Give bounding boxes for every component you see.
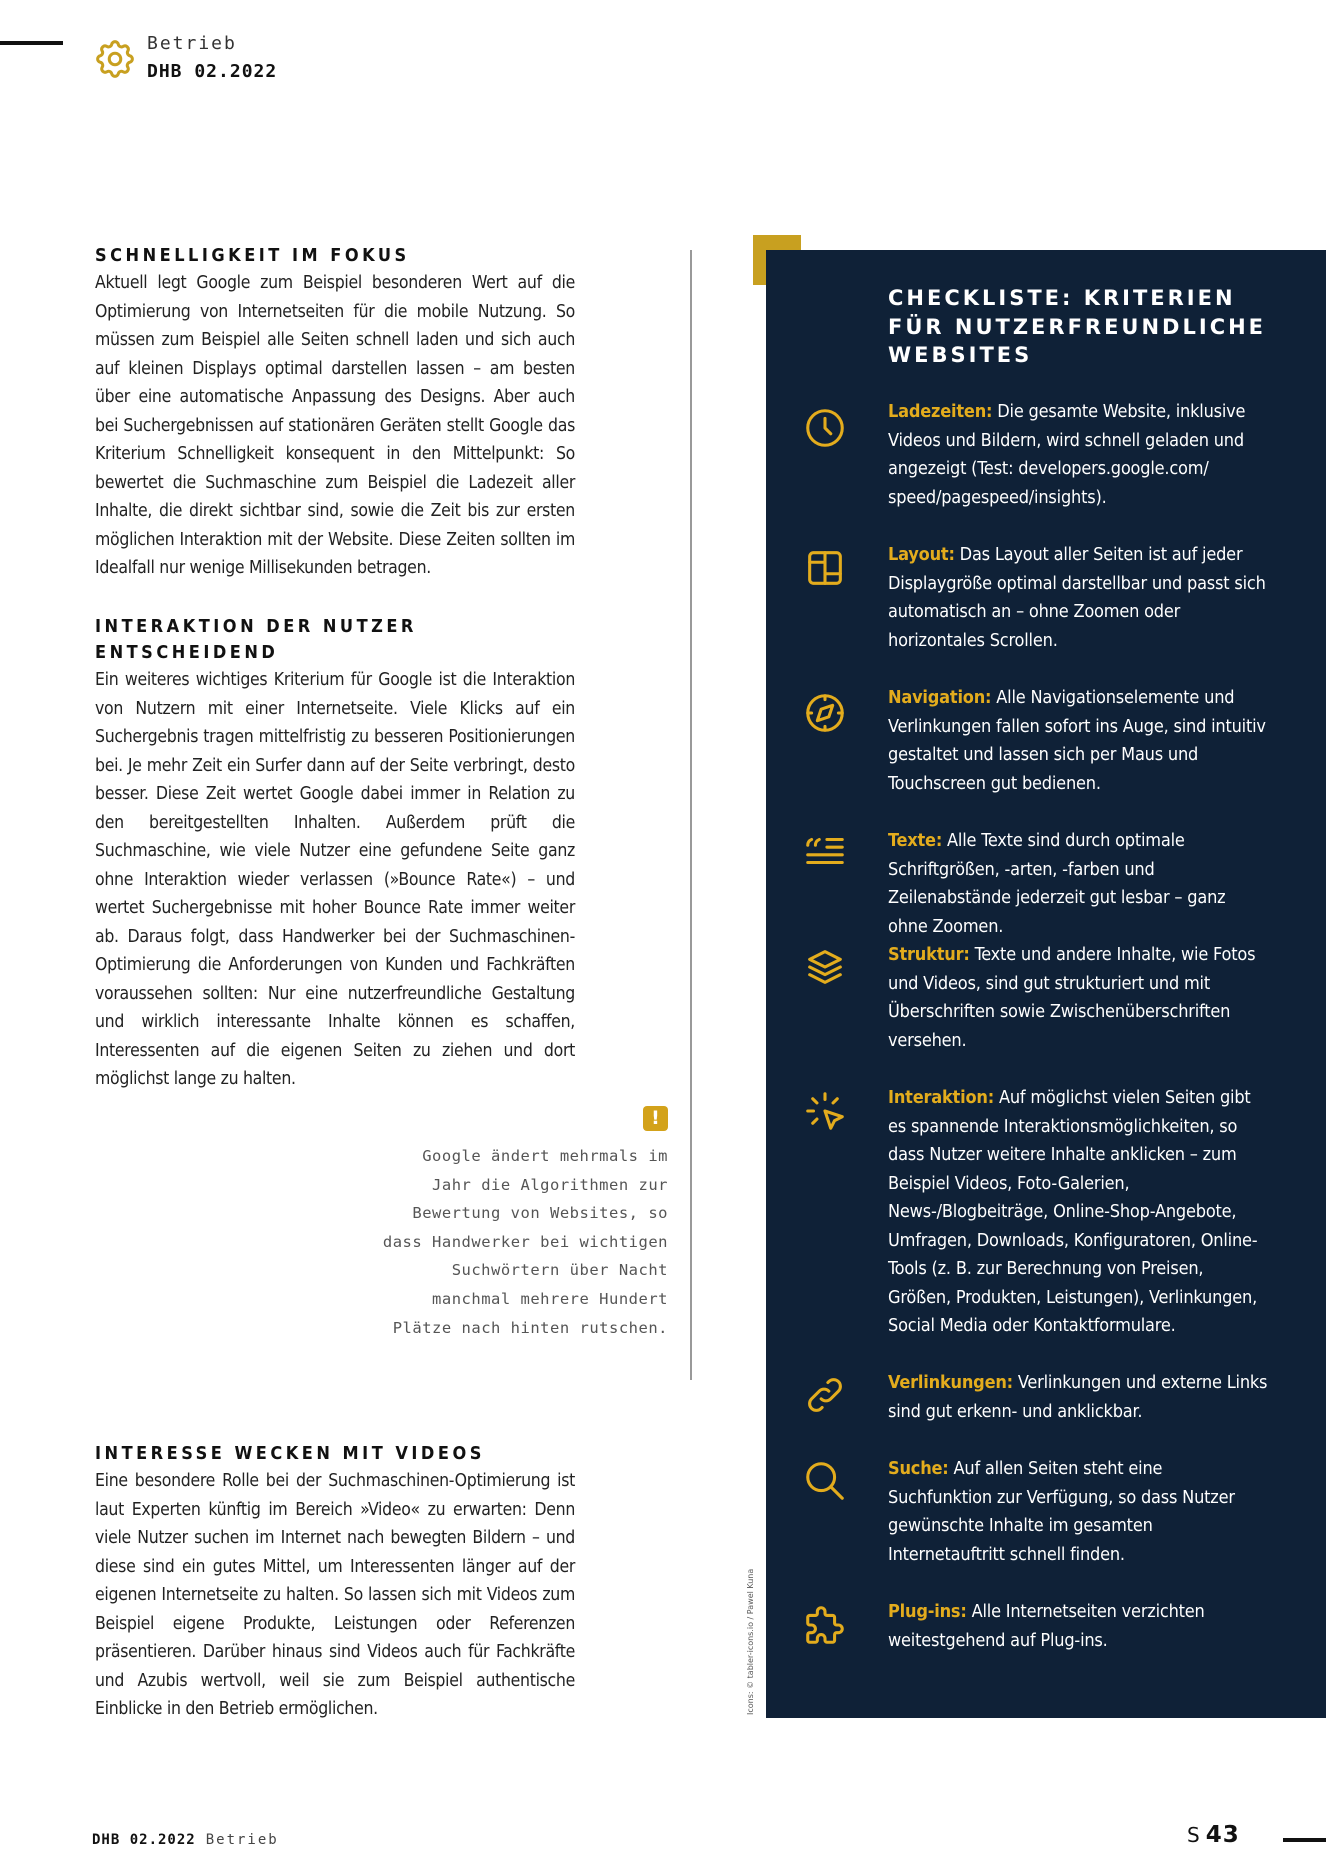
checklist-text: Die gesamte Website, inklusive Videos und Bildern, wird schnell geladen und angezeigt (Test: developers.google.com/ speed/pagespeed/insights). bbox=[888, 401, 1246, 508]
callout-line: Plätze nach hinten rutschen. bbox=[392, 1318, 668, 1337]
section-text: Ein weiteres wichtiges Kriterium für Google ist die Interaktion von Nutzern mit einer Internetseite. Viele Klicks auf ein Suchergebnis tragen mittelfristig zu besseren Positionierungen bei. Je mehr Zeit ein Surfer dann auf der Seite verbringt, desto besser. Diese Zeit wertet Google dabei immer in Relation zu den bereitgestellten Inhalten. Außerdem prüft die Suchmaschine, wie viele Nutzer eine gefundene Seite ganz ohne Interaktion wieder verlassen (»Bounce Rate«) – und wertet Suchergebnisse mit hoher Bounce Rate immer weiter ab. Daraus folgt, dass Handwerker bei der Suchmaschinen-Optimierung die Anforderungen von Kunden und Fachkräften voraussehen sollten: Nur eine nutzerfreundliche Gestaltung und wirklich interessante Inhalte können es schaffen, Interessenten auf die eigenen Seiten zu ziehen und dort möglichst lange zu halten. bbox=[95, 670, 575, 1089]
callout-line: Google ändert mehrmals im bbox=[422, 1147, 668, 1165]
checklist-text: Auf allen Seiten steht eine Suchfunktion zur Verfügung, so dass Nutzer gewünschte Inhalte im gesamten Internetauftritt schnell finden. bbox=[888, 1458, 1235, 1565]
page-number-value: 43 bbox=[1205, 1822, 1240, 1848]
quote-text-icon bbox=[802, 828, 848, 874]
checklist-item-interaktion bbox=[888, 1084, 1268, 1341]
section-heading: INTERAKTION DER NUTZER ENTSCHEIDEND bbox=[95, 616, 417, 663]
callout-line: dass Handwerker bei wichtigen bbox=[382, 1232, 668, 1251]
footer-section: Betrieb bbox=[205, 1832, 279, 1848]
checklist-item-verlinkungen bbox=[888, 1369, 1268, 1426]
header-issue: DHB 02.2022 bbox=[147, 61, 278, 82]
page-prefix: S bbox=[1187, 1823, 1200, 1847]
layout-icon bbox=[802, 545, 848, 591]
checklist-key: Plug-ins: bbox=[888, 1601, 967, 1622]
footer-issue: DHB 02.2022 bbox=[92, 1832, 196, 1848]
checklist-key: Suche: bbox=[888, 1458, 949, 1479]
footer-rule bbox=[1283, 1838, 1326, 1842]
callout-line: manchmal mehrere Hundert bbox=[432, 1289, 668, 1308]
gear-icon bbox=[92, 36, 138, 82]
footer-info bbox=[92, 1832, 279, 1848]
link-icon bbox=[802, 1372, 848, 1418]
checklist-item-ladezeiten bbox=[888, 398, 1268, 512]
click-icon bbox=[802, 1088, 848, 1134]
checklist-text: Das Layout aller Seiten ist auf jeder Displaygröße optimal darstellbar und passt sich automatisch an – ohne Zoomen oder horizontales Scrollen. bbox=[888, 544, 1266, 651]
checklist-key: Layout: bbox=[888, 544, 955, 565]
icon-credit: Icons: © tabler-icons.io / Pawel Kuna bbox=[746, 1568, 755, 1715]
search-icon bbox=[802, 1458, 848, 1504]
callout-quote bbox=[340, 1142, 668, 1342]
checklist-item-navigation bbox=[888, 684, 1268, 798]
section-text: Eine besondere Rolle bei der Suchmaschinen-Optimierung ist laut Experten künftig im Bereich »Video« zu erwarten: Denn viele Nutzer suchen im Internet nach bewegten Bildern – und diese sind ein gutes Mittel, um Interessenten länger auf der eigenen Internetseite zu halten. So lassen sich mit Videos zum Beispiel eigene Produkte, Leistungen oder Referenzen präsentieren. Darüber hinaus sind Videos auch für Fachkräfte und Azubis wertvoll, weil sie zum Beispiel authentische Einblicke in den Betrieb ermöglichen. bbox=[95, 1471, 575, 1719]
column-divider bbox=[690, 250, 692, 1380]
checklist-item-texte bbox=[888, 827, 1268, 941]
callout-line: Jahr die Algorithmen zur bbox=[432, 1175, 668, 1194]
puzzle-icon bbox=[802, 1602, 848, 1648]
section-heading: SCHNELLIGKEIT IM FOKUS bbox=[95, 245, 410, 266]
checklist-text: Auf möglichst vielen Seiten gibt es spannende Interaktionsmöglichkeiten, so dass Nutzer weitere Inhalte anklicken – zum Beispiel Videos, Foto-Galerien, News-/Blogbeiträge, Online-Shop-Angebote, Umfragen, Downloads, Konfiguratoren, Online-Tools (z. B. zur Berechnung von Preisen, Größen, Produkten, Leistungen), Verlinkungen, Social Media oder Kontaktformulare. bbox=[888, 1087, 1258, 1336]
checklist-title: CHECKLISTE: KRITERIEN FÜR NUTZERFREUNDLICHE WEBSITES bbox=[888, 286, 1267, 367]
top-rule bbox=[0, 41, 63, 45]
checklist-item-struktur bbox=[888, 941, 1268, 1055]
section-interaction bbox=[95, 614, 575, 1094]
checklist-key: Ladezeiten: bbox=[888, 401, 993, 422]
checklist-key: Navigation: bbox=[888, 687, 992, 708]
checklist-key: Verlinkungen: bbox=[888, 1372, 1013, 1393]
header-section: Betrieb bbox=[147, 33, 237, 54]
checklist-key: Struktur: bbox=[888, 944, 970, 965]
checklist-key: Interaktion: bbox=[888, 1087, 994, 1108]
page-number bbox=[1187, 1822, 1240, 1848]
checklist-text: Alle Texte sind durch optimale Schriftgrößen, -arten, -farben und Zeilenabstände jederzeit gut lesbar – ganz ohne Zoomen. bbox=[888, 830, 1226, 937]
clock-icon bbox=[802, 405, 848, 451]
checklist-key: Texte: bbox=[888, 830, 943, 851]
section-text: Aktuell legt Google zum Beispiel besonderen Wert auf die Optimierung von Internetseiten für die mobile Nutzung. So müssen zum Beispiel alle Seiten schnell laden und sich auch auf kleinen Displays optimal darstellen lassen – am besten über eine automatische Anpassung des Designs. Aber auch bei Suchergebnissen auf stationären Geräten stellt Google das Kriterium Schnelligkeit konsequent in den Mittelpunkt: So bewertet die Suchmaschine zum Beispiel die Ladezeit aller Inhalte, die direkt sichtbar sind, sowie die Zeit bis zur ersten möglichen Interaktion mit der Website. Diese Zeiten sollten im Idealfall nur wenige Millisekunden betragen. bbox=[95, 273, 575, 578]
checklist-item-layout bbox=[888, 541, 1268, 655]
checklist-item-plugins bbox=[888, 1598, 1268, 1655]
checklist-text: Alle Navigationselemente und Verlinkungen fallen sofort ins Auge, sind intuitiv gestaltet und lassen sich per Maus und Touchscreen gut bedienen. bbox=[888, 687, 1266, 794]
stack-icon bbox=[802, 944, 848, 990]
checklist-text: Texte und andere Inhalte, wie Fotos und Videos, sind gut strukturiert und mit Überschriften sowie Zwischenüberschriften versehen. bbox=[888, 944, 1256, 1051]
checklist-item-suche bbox=[888, 1455, 1268, 1569]
alert-icon: ! bbox=[643, 1106, 668, 1131]
callout-line: Suchwörtern über Nacht bbox=[451, 1261, 668, 1280]
section-videos bbox=[95, 1441, 575, 1724]
checklist-text: Verlinkungen und externe Links sind gut erkenn- und anklickbar. bbox=[888, 1372, 1268, 1422]
section-speed bbox=[95, 243, 575, 583]
checklist-text: Alle Internetseiten verzichten weitestgehend auf Plug-ins. bbox=[888, 1601, 1205, 1651]
callout-line: Bewertung von Websites, so bbox=[412, 1204, 668, 1223]
section-heading: INTERESSE WECKEN MIT VIDEOS bbox=[95, 1443, 485, 1464]
compass-icon bbox=[802, 690, 848, 736]
